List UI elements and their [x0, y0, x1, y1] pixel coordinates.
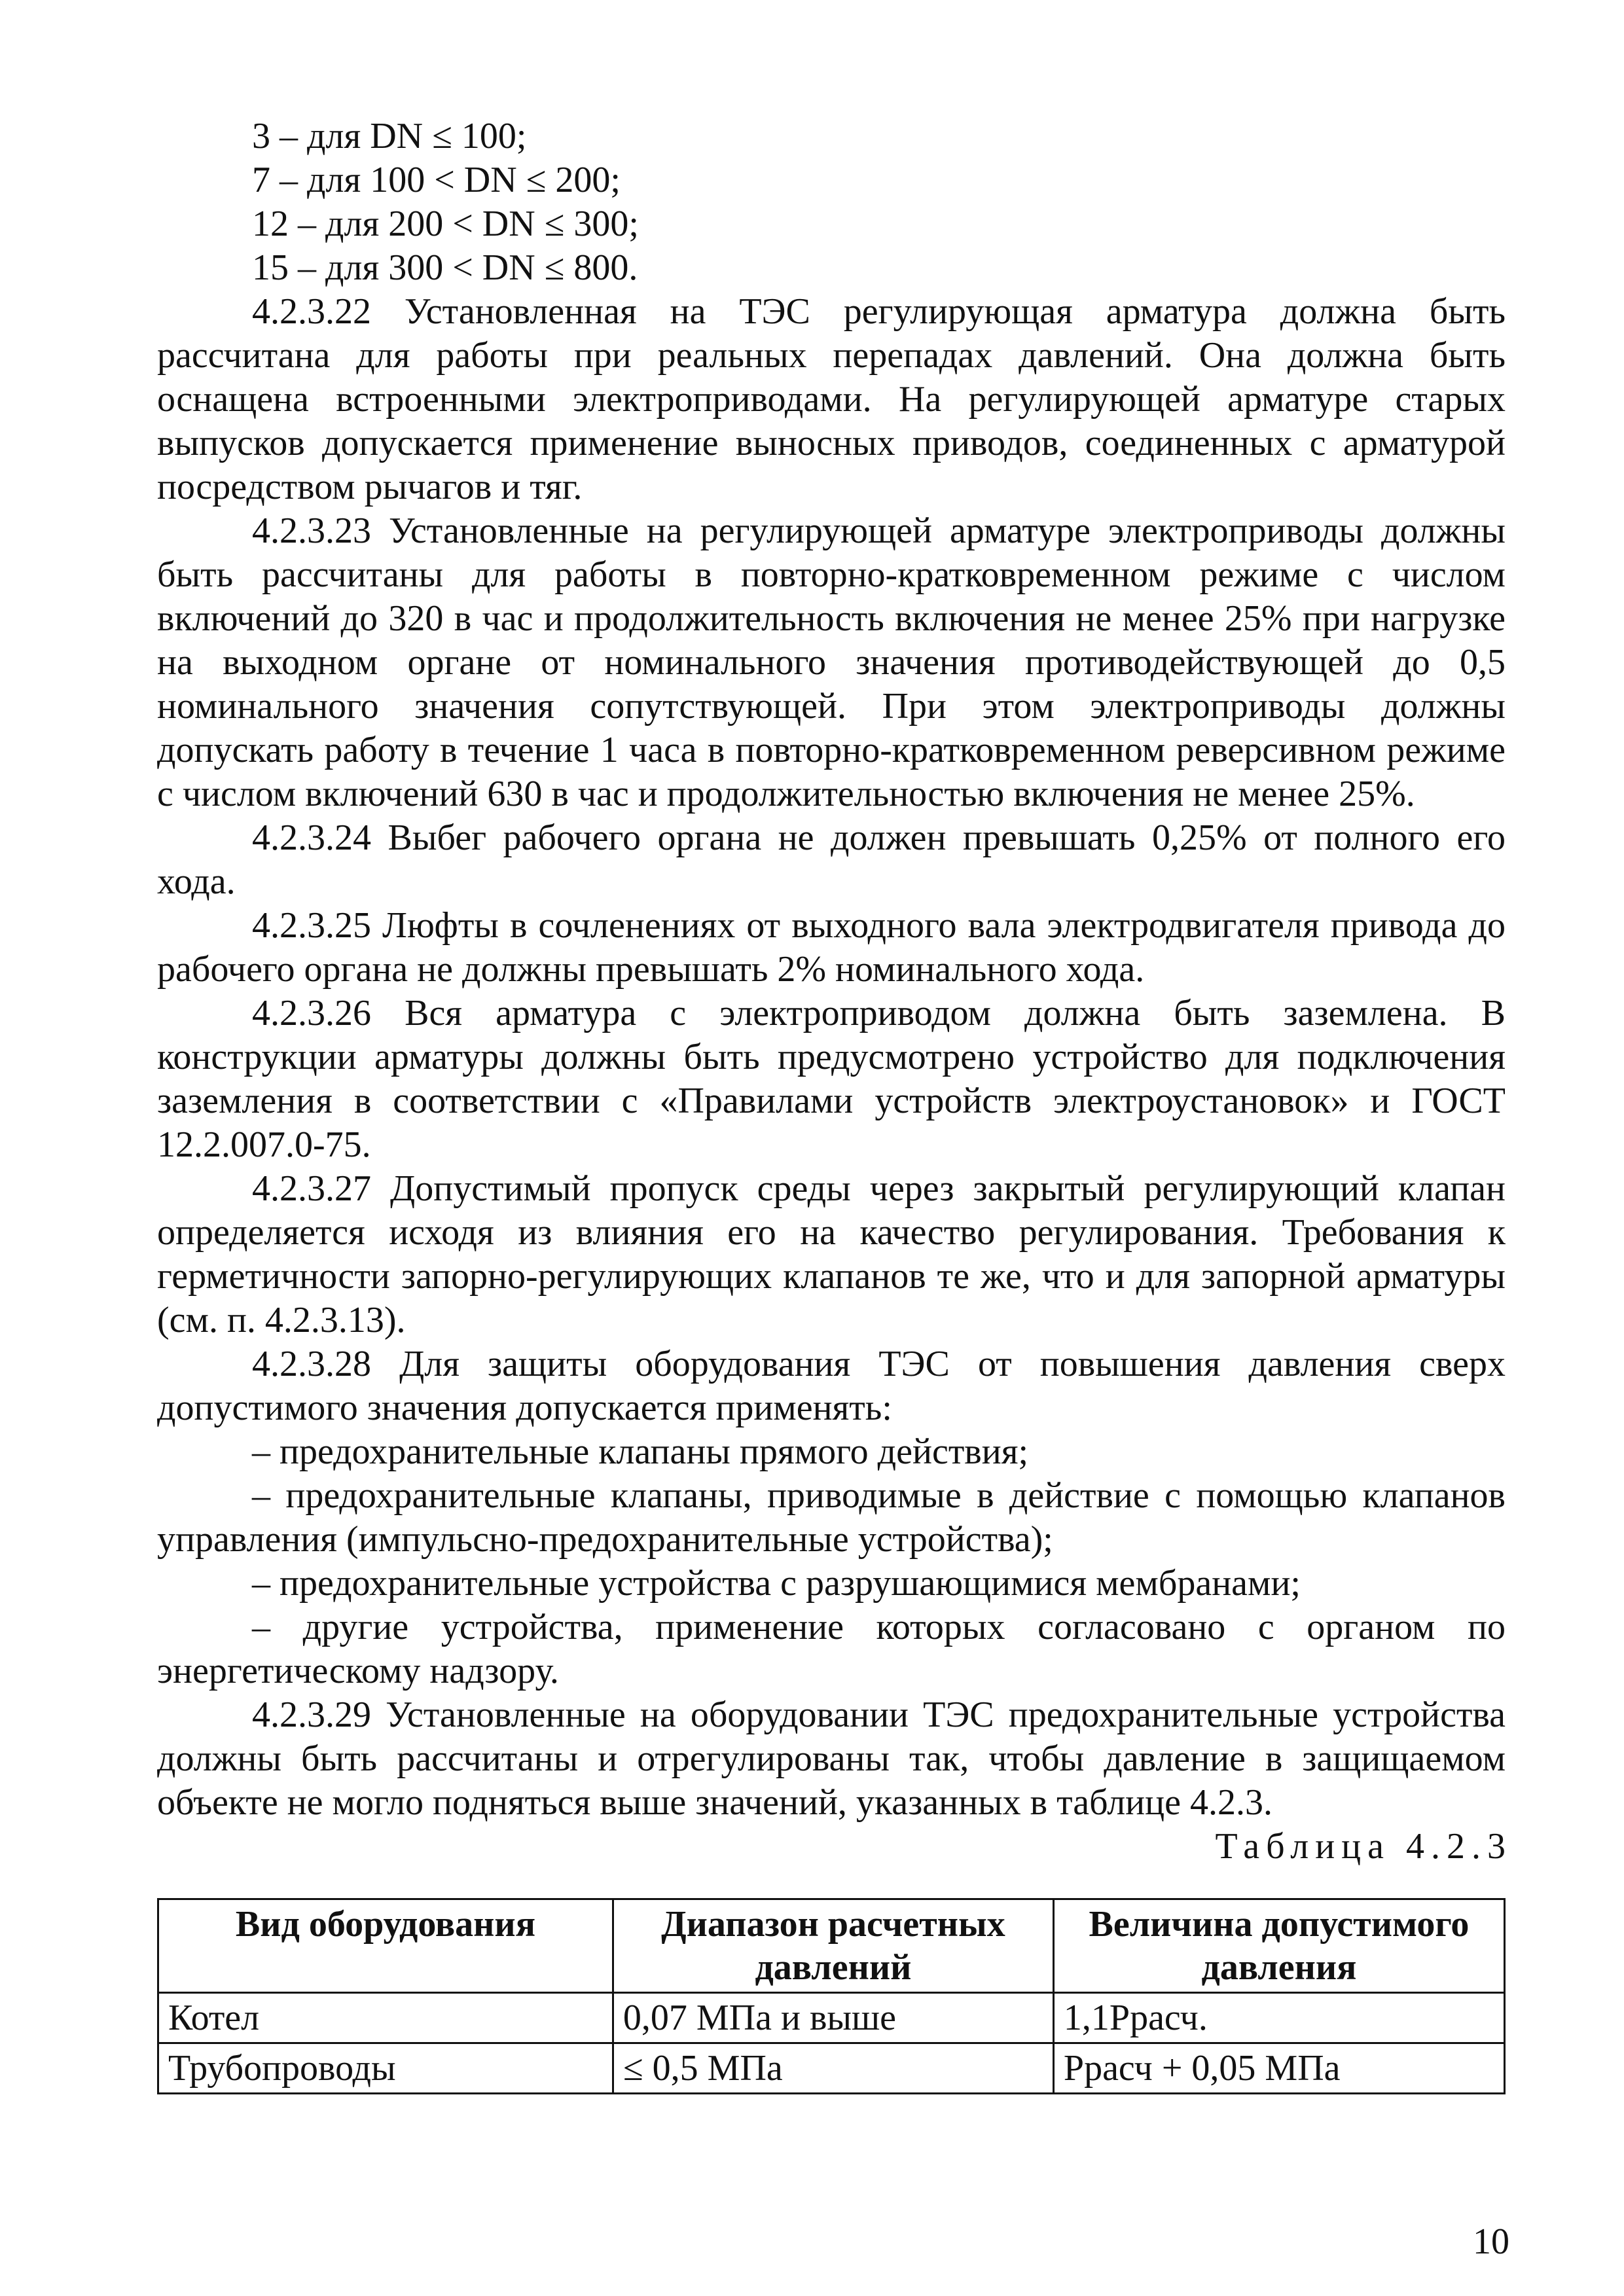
bullet-item: – другие устройства, применение которых согласовано с органом по энергетическому надзору. — [157, 1607, 1506, 1691]
table-header-row — [158, 1899, 1505, 1993]
header-allowed-pressure: Величина допустимого давления — [1053, 1899, 1504, 1993]
table-cell: 1,1Ррасч. — [1053, 1993, 1504, 2043]
table-cell: ≤ 0,5 МПа — [613, 2043, 1053, 2094]
pressure-table — [157, 1898, 1506, 2094]
header-equipment-type: Вид оборудования — [158, 1899, 613, 1993]
table-cell: Котел — [158, 1993, 613, 2043]
table-row — [158, 1993, 1505, 2043]
page-number: 10 — [1473, 2221, 1509, 2262]
bullet-item: – предохранительные клапаны прямого действия; — [252, 1431, 1029, 1472]
bullet-item: – предохранительные устройства с разрушающимися мембранами; — [252, 1563, 1301, 1604]
paragraph-4-2-3-23: 4.2.3.23 Установленные на регулирующей арматуре электроприводы должны быть рассчитаны для работы в повторно-кратковременном режиме с числом включений до 320 в час и продолжительность включения не менее 25% при нагрузке на выходном органе от номинального значения противодействующей до 0,5 номинального значения сопутствующей. При этом электроприводы должны допускать работу в течение 1 часа в повторно-кратковременном реверсивном режиме с числом включений 630 в час и продолжительностью включения не менее 25%. — [157, 511, 1506, 814]
document-page — [157, 115, 1512, 2094]
dn-range-line: 12 – для 200 < DN ≤ 300; — [252, 204, 639, 244]
dn-range-line: 15 – для 300 < DN ≤ 800. — [252, 247, 638, 288]
paragraph-4-2-3-26: 4.2.3.26 Вся арматура с электроприводом должна быть заземлена. В конструкции арматуры должны быть предусмотрено устройство для подключения заземления в соответствии с «Правилами устройств электроустановок» и ГОСТ 12.2.007.0-75. — [157, 993, 1506, 1165]
paragraph-4-2-3-25: 4.2.3.25 Люфты в сочленениях от выходного вала электродвигателя привода до рабочего органа не должны превышать 2% номинального хода. — [157, 905, 1506, 990]
paragraph-4-2-3-27: 4.2.3.27 Допустимый пропуск среды через закрытый регулирующий клапан определяется исходя из влияния его на качество регулирования. Требования к герметичности запорно-регулирующих клапанов те же, что и для запорной арматуры (см. п. 4.2.3.13). — [157, 1168, 1506, 1340]
paragraph-4-2-3-28: 4.2.3.28 Для защиты оборудования ТЭС от повышения давления сверх допустимого значения допускается применять: — [157, 1344, 1506, 1428]
paragraph-4-2-3-22: 4.2.3.22 Установленная на ТЭС регулирующая арматура должна быть рассчитана для работы при реальных перепадах давлений. Она должна быть оснащена встроенными электроприводами. На регулирующей арматуре старых выпусков допускается применение выносных приводов, соединенных с арматурой посредством рычагов и тяг. — [157, 291, 1506, 507]
header-pressure-range: Диапазон расчетных давлений — [613, 1899, 1053, 1993]
table-cell: Ррасч + 0,05 МПа — [1053, 2043, 1504, 2094]
paragraph-4-2-3-29: 4.2.3.29 Установленные на оборудовании ТЭС предохранительные устройства должны быть рассчитаны и отрегулированы так, чтобы давление в защищаемом объекте не могло подняться выше значений, указанных в таблице 4.2.3. — [157, 1695, 1506, 1823]
table-cell: Трубопроводы — [158, 2043, 613, 2094]
dn-range-line: 3 – для DN ≤ 100; — [252, 116, 527, 156]
table-cell: 0,07 МПа и выше — [613, 1993, 1053, 2043]
body-text — [157, 115, 1506, 1825]
table-caption: Таблица 4.2.3 — [1215, 1826, 1512, 1867]
bullet-item: – предохранительные клапаны, приводимые в действие с помощью клапанов управления (импульсно-предохранительные устройства); — [157, 1475, 1506, 1560]
dn-range-line: 7 – для 100 < DN ≤ 200; — [252, 160, 621, 200]
paragraph-4-2-3-24: 4.2.3.24 Выбег рабочего органа не должен превышать 0,25% от полного его хода. — [157, 817, 1506, 902]
table-row — [158, 2043, 1505, 2094]
